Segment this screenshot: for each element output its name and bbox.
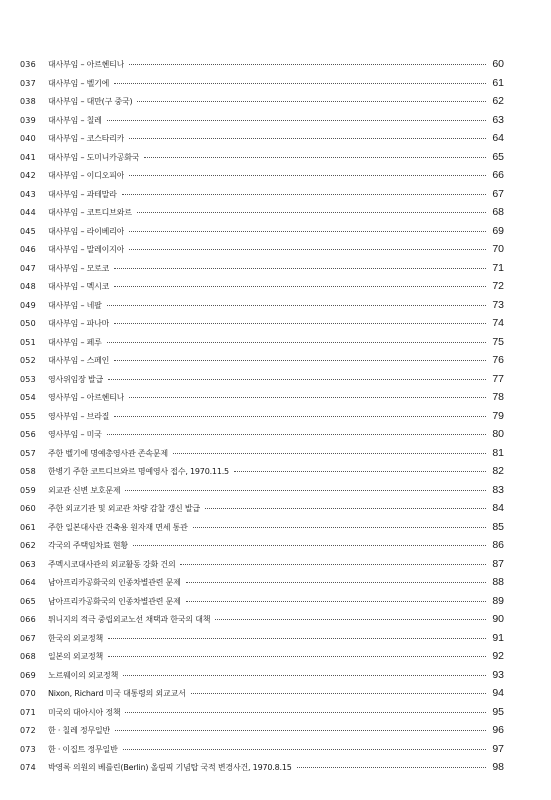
- entry-number: 070: [20, 689, 36, 698]
- entry-title: 대사부임 – 말레이지아: [48, 245, 125, 254]
- toc-entry[interactable]: [20, 629, 504, 648]
- toc-entry[interactable]: [20, 555, 504, 574]
- entry-number: 057: [20, 448, 36, 458]
- entry-title: 대사부임 – 멕시코: [48, 282, 110, 291]
- entry-page-number: 64: [492, 132, 504, 144]
- dot-leader: [108, 379, 486, 380]
- toc-entry[interactable]: [20, 592, 504, 611]
- entry-title: 영사위임장 발급: [48, 374, 104, 384]
- dot-leader: [108, 638, 486, 639]
- toc-entry[interactable]: [20, 758, 504, 777]
- entry-number: 054: [20, 393, 36, 402]
- entry-number: 063: [20, 559, 36, 569]
- entry-page-number: 71: [492, 261, 504, 274]
- entry-title: 주한 외교기관 및 외교관 차량 감찰 갱신 발급: [48, 504, 200, 513]
- toc-entry[interactable]: [20, 314, 504, 333]
- entry-number: 041: [20, 152, 36, 162]
- entry-page-number: 75: [492, 335, 504, 348]
- dot-leader: [297, 767, 486, 768]
- entry-title: 일본의 외교정책: [48, 652, 104, 661]
- entry-page-number: 80: [492, 428, 504, 440]
- toc-entry[interactable]: [20, 703, 504, 722]
- entry-title: 주한 벨기에 명예총영사관 존속문제: [48, 448, 168, 458]
- entry-page-number: 69: [492, 224, 504, 237]
- entry-title: 튀니지의 적극 중립외교노선 채택과 한국의 대책: [48, 615, 211, 624]
- dot-leader: [180, 564, 486, 565]
- toc-entry[interactable]: [20, 666, 504, 685]
- entry-number: 071: [20, 707, 36, 717]
- toc-entry[interactable]: [20, 92, 504, 111]
- toc-entry[interactable]: [20, 351, 504, 370]
- entry-number: 072: [20, 726, 36, 735]
- entry-page-number: 96: [492, 724, 504, 736]
- entry-title: 대사부임 – 벨기에: [48, 78, 110, 88]
- entry-page-number: 97: [492, 742, 504, 755]
- entry-number: 050: [20, 319, 36, 328]
- entry-title: 대사부임 – 이디오피아: [48, 171, 125, 180]
- toc-entry[interactable]: [20, 129, 504, 148]
- entry-number: 061: [20, 522, 36, 532]
- entry-title: 대사부임 – 칠레: [48, 115, 102, 125]
- entry-title: Nixon, Richard 미국 대통령의 외교교서: [48, 689, 186, 698]
- entry-number: 040: [20, 134, 36, 143]
- dot-leader: [191, 693, 486, 694]
- toc-entry[interactable]: [20, 388, 504, 407]
- entry-title: 한국의 외교정책: [48, 633, 104, 643]
- entry-title: 영사부임 – 미국: [48, 430, 102, 439]
- dot-leader: [107, 434, 486, 435]
- entry-page-number: 77: [492, 372, 504, 385]
- dot-leader: [137, 212, 486, 213]
- toc-entry[interactable]: [20, 296, 504, 315]
- toc-entry[interactable]: [20, 499, 504, 518]
- dot-leader: [107, 342, 486, 343]
- entry-title: 한병기 주한 코트디브와르 명예영사 접수, 1970.11.5: [48, 467, 229, 476]
- entry-number: 053: [20, 374, 36, 384]
- toc-entry[interactable]: [20, 740, 504, 759]
- entry-page-number: 81: [492, 446, 504, 459]
- entry-page-number: 83: [492, 483, 504, 496]
- toc-entry[interactable]: [20, 444, 504, 463]
- entry-number: 064: [20, 578, 36, 587]
- entry-number: 058: [20, 467, 36, 476]
- entry-title: 각국의 주택임차료 현황: [48, 541, 128, 550]
- entry-page-number: 68: [492, 206, 504, 218]
- entry-page-number: 62: [492, 95, 504, 107]
- toc-entry[interactable]: [20, 240, 504, 259]
- entry-number: 047: [20, 263, 36, 273]
- entry-number: 055: [20, 411, 36, 421]
- entry-title: 주한 일본대사관 건축용 원자재 면세 통관: [48, 522, 188, 532]
- toc-entry[interactable]: [20, 536, 504, 555]
- dot-leader: [122, 194, 486, 195]
- toc-entry[interactable]: [20, 74, 504, 93]
- toc-entry[interactable]: [20, 222, 504, 241]
- toc-entry[interactable]: [20, 518, 504, 537]
- entry-number: 038: [20, 97, 36, 106]
- dot-leader: [129, 175, 486, 176]
- entry-page-number: 94: [492, 687, 504, 699]
- dot-leader: [107, 305, 486, 306]
- dot-leader: [114, 416, 486, 417]
- dot-leader: [186, 582, 486, 583]
- entry-title: 남아프리카공화국의 인종차별관련 문제: [48, 578, 181, 587]
- dot-leader: [114, 268, 486, 269]
- toc-entry[interactable]: [20, 203, 504, 222]
- entry-number: 042: [20, 171, 36, 180]
- entry-page-number: 74: [492, 317, 504, 329]
- entry-page-number: 86: [492, 539, 504, 551]
- entry-page-number: 78: [492, 391, 504, 403]
- dot-leader: [108, 656, 486, 657]
- dot-leader: [137, 101, 486, 102]
- toc-entry[interactable]: [20, 407, 504, 426]
- entry-number: 036: [20, 60, 36, 69]
- entry-page-number: 84: [492, 502, 504, 514]
- entry-number: 062: [20, 541, 36, 550]
- entry-number: 039: [20, 115, 36, 125]
- dot-leader: [144, 157, 486, 158]
- entry-title: 한 · 칠레 정무일반: [48, 726, 111, 735]
- entry-page-number: 88: [492, 576, 504, 588]
- entry-number: 060: [20, 504, 36, 513]
- entry-page-number: 89: [492, 594, 504, 607]
- table-of-contents: [20, 55, 504, 777]
- entry-page-number: 66: [492, 169, 504, 181]
- entry-title: 박영록 의원의 베를린(Berlin) 올림픽 기념탑 국적 변경사건, 1970.8.15: [48, 763, 292, 772]
- toc-entry[interactable]: [20, 277, 504, 296]
- entry-page-number: 61: [492, 76, 504, 89]
- entry-title: 영사부임 – 브라질: [48, 411, 110, 421]
- entry-title: 대사부임 – 코트디브와르: [48, 208, 132, 217]
- dot-leader: [205, 508, 486, 509]
- dot-leader: [234, 471, 486, 472]
- entry-page-number: 63: [492, 113, 504, 126]
- toc-entry[interactable]: [20, 425, 504, 444]
- entry-number: 065: [20, 596, 36, 606]
- entry-title: 주멕시코대사관의 외교활동 강화 건의: [48, 559, 176, 569]
- entry-title: 대사부임 – 파나마: [48, 319, 110, 328]
- entry-number: 056: [20, 430, 36, 439]
- entry-title: 대사부임 – 도미니카공화국: [48, 152, 140, 162]
- dot-leader: [114, 286, 486, 287]
- toc-entry[interactable]: [20, 610, 504, 629]
- toc-entry[interactable]: [20, 647, 504, 666]
- entry-page-number: 70: [492, 243, 504, 255]
- entry-page-number: 87: [492, 557, 504, 570]
- entry-number: 074: [20, 763, 36, 772]
- entry-number: 048: [20, 282, 36, 291]
- entry-title: 대사부임 – 과테말라: [48, 189, 117, 199]
- entry-page-number: 98: [492, 761, 504, 773]
- toc-entry[interactable]: [20, 721, 504, 740]
- dot-leader: [215, 619, 486, 620]
- entry-number: 043: [20, 189, 36, 199]
- dot-leader: [133, 545, 486, 546]
- entry-title: 남아프리카공화국의 인종차별관련 문제: [48, 596, 181, 606]
- dot-leader: [125, 490, 486, 491]
- toc-entry[interactable]: [20, 111, 504, 130]
- entry-page-number: 73: [492, 298, 504, 311]
- entry-title: 대사부임 – 스페인: [48, 356, 110, 365]
- entry-title: 외교관 신변 보호문제: [48, 485, 121, 495]
- entry-page-number: 67: [492, 187, 504, 200]
- entry-number: 068: [20, 652, 36, 661]
- entry-number: 046: [20, 245, 36, 254]
- toc-entry[interactable]: [20, 333, 504, 352]
- entry-number: 037: [20, 78, 36, 88]
- dot-leader: [114, 323, 486, 324]
- toc-entry[interactable]: [20, 166, 504, 185]
- entry-title: 영사부임 – 아르헨티나: [48, 393, 125, 402]
- entry-number: 044: [20, 208, 36, 217]
- entry-title: 노르웨이의 외교정책: [48, 670, 119, 680]
- entry-title: 미국의 대아시아 정책: [48, 707, 121, 717]
- entry-page-number: 93: [492, 668, 504, 681]
- toc-entry[interactable]: [20, 573, 504, 592]
- dot-leader: [186, 601, 486, 602]
- entry-title: 대사부임 – 아르헨티나: [48, 60, 125, 69]
- entry-number: 059: [20, 485, 36, 495]
- dot-leader: [129, 397, 486, 398]
- entry-title: 대사부임 – 라이베리아: [48, 226, 125, 236]
- dot-leader: [125, 712, 486, 713]
- toc-entry[interactable]: [20, 370, 504, 389]
- entry-title: 대사부임 – 코스타리카: [48, 134, 125, 143]
- toc-entry[interactable]: [20, 462, 504, 481]
- entry-title: 한 · 이집트 정무일반: [48, 744, 118, 754]
- entry-page-number: 60: [492, 58, 504, 70]
- entry-page-number: 72: [492, 280, 504, 292]
- entry-page-number: 91: [492, 631, 504, 644]
- entry-number: 052: [20, 356, 36, 365]
- entry-number: 066: [20, 615, 36, 624]
- entry-number: 073: [20, 744, 36, 754]
- dot-leader: [193, 527, 486, 528]
- toc-entry[interactable]: [20, 259, 504, 278]
- dot-leader: [123, 675, 486, 676]
- entry-title: 대사부임 – 페루: [48, 337, 102, 347]
- dot-leader: [107, 120, 486, 121]
- entry-number: 069: [20, 670, 36, 680]
- toc-entry[interactable]: [20, 684, 504, 703]
- dot-leader: [173, 453, 486, 454]
- dot-leader: [129, 138, 486, 139]
- entry-page-number: 90: [492, 613, 504, 625]
- entry-page-number: 82: [492, 465, 504, 477]
- toc-entry[interactable]: [20, 481, 504, 500]
- toc-entry[interactable]: [20, 55, 504, 74]
- entry-title: 대사부임 – 네팔: [48, 300, 102, 310]
- entry-page-number: 85: [492, 520, 504, 533]
- entry-number: 051: [20, 337, 36, 347]
- entry-page-number: 79: [492, 409, 504, 422]
- entry-page-number: 95: [492, 705, 504, 718]
- toc-entry[interactable]: [20, 185, 504, 204]
- dot-leader: [114, 360, 486, 361]
- dot-leader: [129, 249, 486, 250]
- dot-leader: [123, 749, 486, 750]
- entry-page-number: 92: [492, 650, 504, 662]
- entry-title: 대사부임 – 대만(구 중국): [48, 97, 133, 106]
- entry-number: 045: [20, 226, 36, 236]
- dot-leader: [129, 64, 486, 65]
- dot-leader: [129, 231, 486, 232]
- entry-number: 067: [20, 633, 36, 643]
- dot-leader: [115, 730, 486, 731]
- entry-page-number: 76: [492, 354, 504, 366]
- toc-entry[interactable]: [20, 148, 504, 167]
- entry-number: 049: [20, 300, 36, 310]
- entry-page-number: 65: [492, 150, 504, 163]
- dot-leader: [114, 83, 486, 84]
- entry-title: 대사부임 – 모로코: [48, 263, 110, 273]
